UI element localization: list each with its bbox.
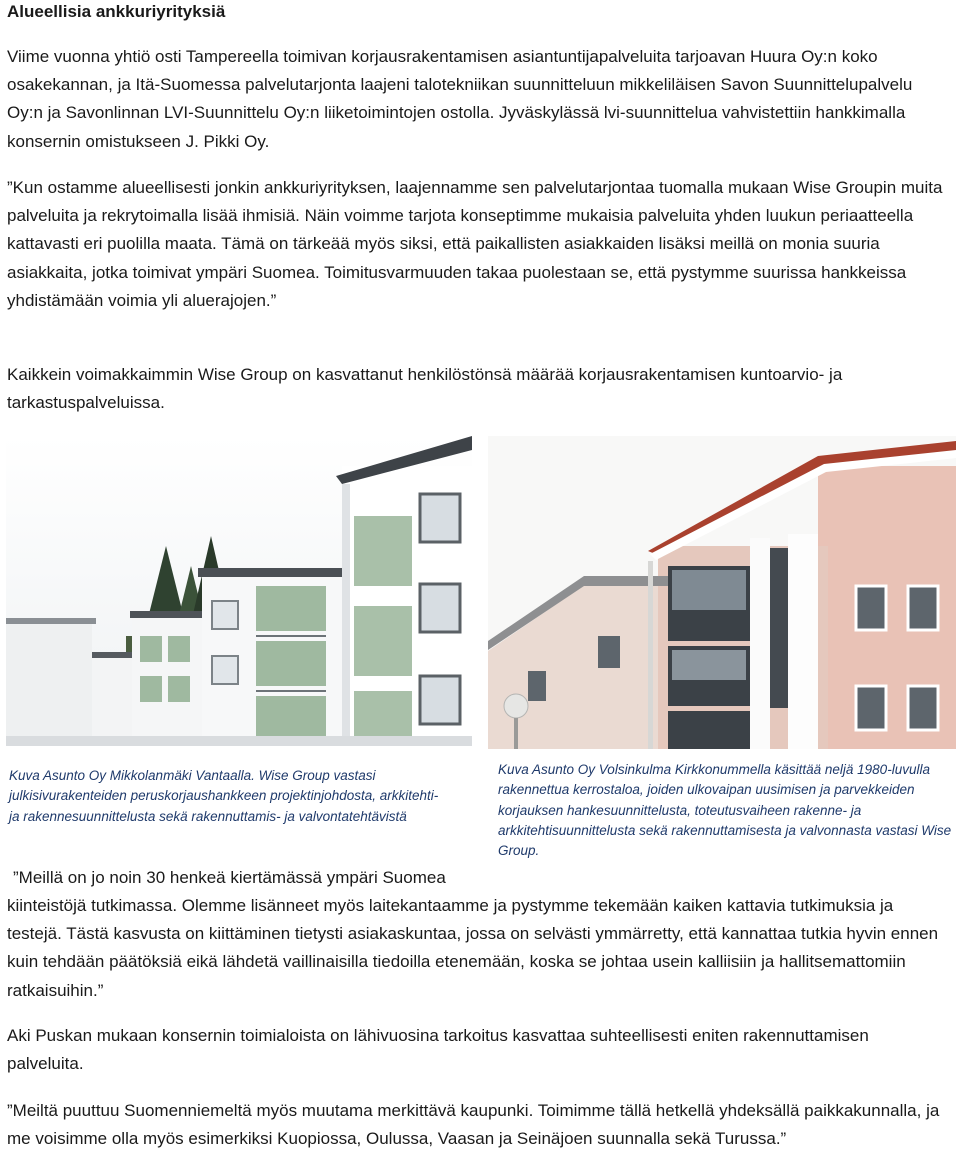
section-heading: Alueellisia ankkuriyrityksiä [7,2,226,21]
apartment-photo-mikkolanmaki [6,436,472,746]
paragraph-inspection-growth: Kaikkein voimakkaimmin Wise Group on kasvattanut henkilöstönsä määrää korjausrakentamisen kuntoarvio- ja tarkastuspalveluissa. [7,365,843,413]
paragraph-quote-anchor-companies: ”Kun ostamme alueellisesti jonkin ankkuriyrityksen, laajennamme sen palvelutarjontaa tuomalla mukaan Wise Groupin muita palveluita ja rekrytoimalla lisää ihmisiä. Näin voimme tarjota konseptimme mukaisia palveluita yhden luukun periaatteella kattavasti eri puolilla maata. Tämä on tärkeää myös siksi, että paikallisten asiakkaiden lisäksi meillä on monia suuria asiakkaita, jotka toimivat ympäri Suomea. Toimitusvarmuuden takaa puolestaan se, että pystymme suurissa hankkeissa yhdistämään voimia yli aluerajojen.” [7,178,943,310]
apartment-photo-volsinkulma [488,436,956,749]
paragraph-quote-inspections-start: ”Meillä on jo noin 30 henkeä kiertämässä ympäri Suomea [13,868,446,887]
paragraph-acquisitions: Viime vuonna yhtiö osti Tampereella toimivan korjausrakentamisen asiantuntijapalveluita tarjoavan Huura Oy:n koko osakekannan, ja Itä-Suomessa palvelutarjonta laajeni talotekniikan suunnitteluun mikkeliläisen Savon Suunnittelupalvelu Oy:n ja Savonlinnan LVI-Suunnittelu Oy:n liiketoimintojen ostolla. Jyväskylässä lvi-suunnittelua vahvistettiin hankkimalla konsernin omistukseen J. Pikki Oy. [7,47,913,151]
paragraph-construction-services: Aki Puskan mukaan konsernin toimialoista on lähivuosina tarkoitus kasvattaa suhteellisesti eniten rakennuttamisen palveluita. [7,1026,869,1074]
photo-caption-right: Kuva Asunto Oy Volsinkulma Kirkkonummella käsittää neljä 1980-luvulla rakennettua kerrostaloa, joiden ulkovaipan uusimisen ja parvekkeiden korjauksen hankesuunnittelusta, toteutusvaiheen rakenne- ja arkkitehtisuunnittelusta sekä rakennuttamisesta ja valvonnasta vastasi Wise Group. [498,762,952,859]
photo-caption-left: Kuva Asunto Oy Mikkolanmäki Vantaalla. Wise Group vastasi julkisivurakenteiden peruskorjaushankkeen projektinjohdosta, arkkitehti- ja rakennesuunnittelusta sekä rakennuttamis- ja valvontatehtävistä [9,768,439,824]
paragraph-quote-cities: ”Meiltä puuttuu Suomenniemeltä myös muutama merkittävä kaupunki. Toimimme tällä hetkellä yhdeksällä paikkakunnalla, ja me voisimme olla myös esimerkiksi Kuopiossa, Oulussa, Vaasan ja Seinäjoen suunnalla sekä Turussa.” [7,1101,940,1149]
paragraph-quote-inspections: kiinteistöjä tutkimassa. Olemme lisänneet myös laitekantaamme ja pystymme tekemään kaiken kattavia tutkimuksia ja testejä. Tästä kasvusta on kiittäminen tietysti asiakaskuntaa, jossa on selvästi ymmärretty, että kannattaa tutkia hyvin ennen kuin tehdään päätöksiä eikä lähdetä vaillinaisilla tiedoilla etenemään, koska se johtaa usein kalliisiin ja hallitsemattomiin ratkaisuihin.” [7,896,939,1000]
